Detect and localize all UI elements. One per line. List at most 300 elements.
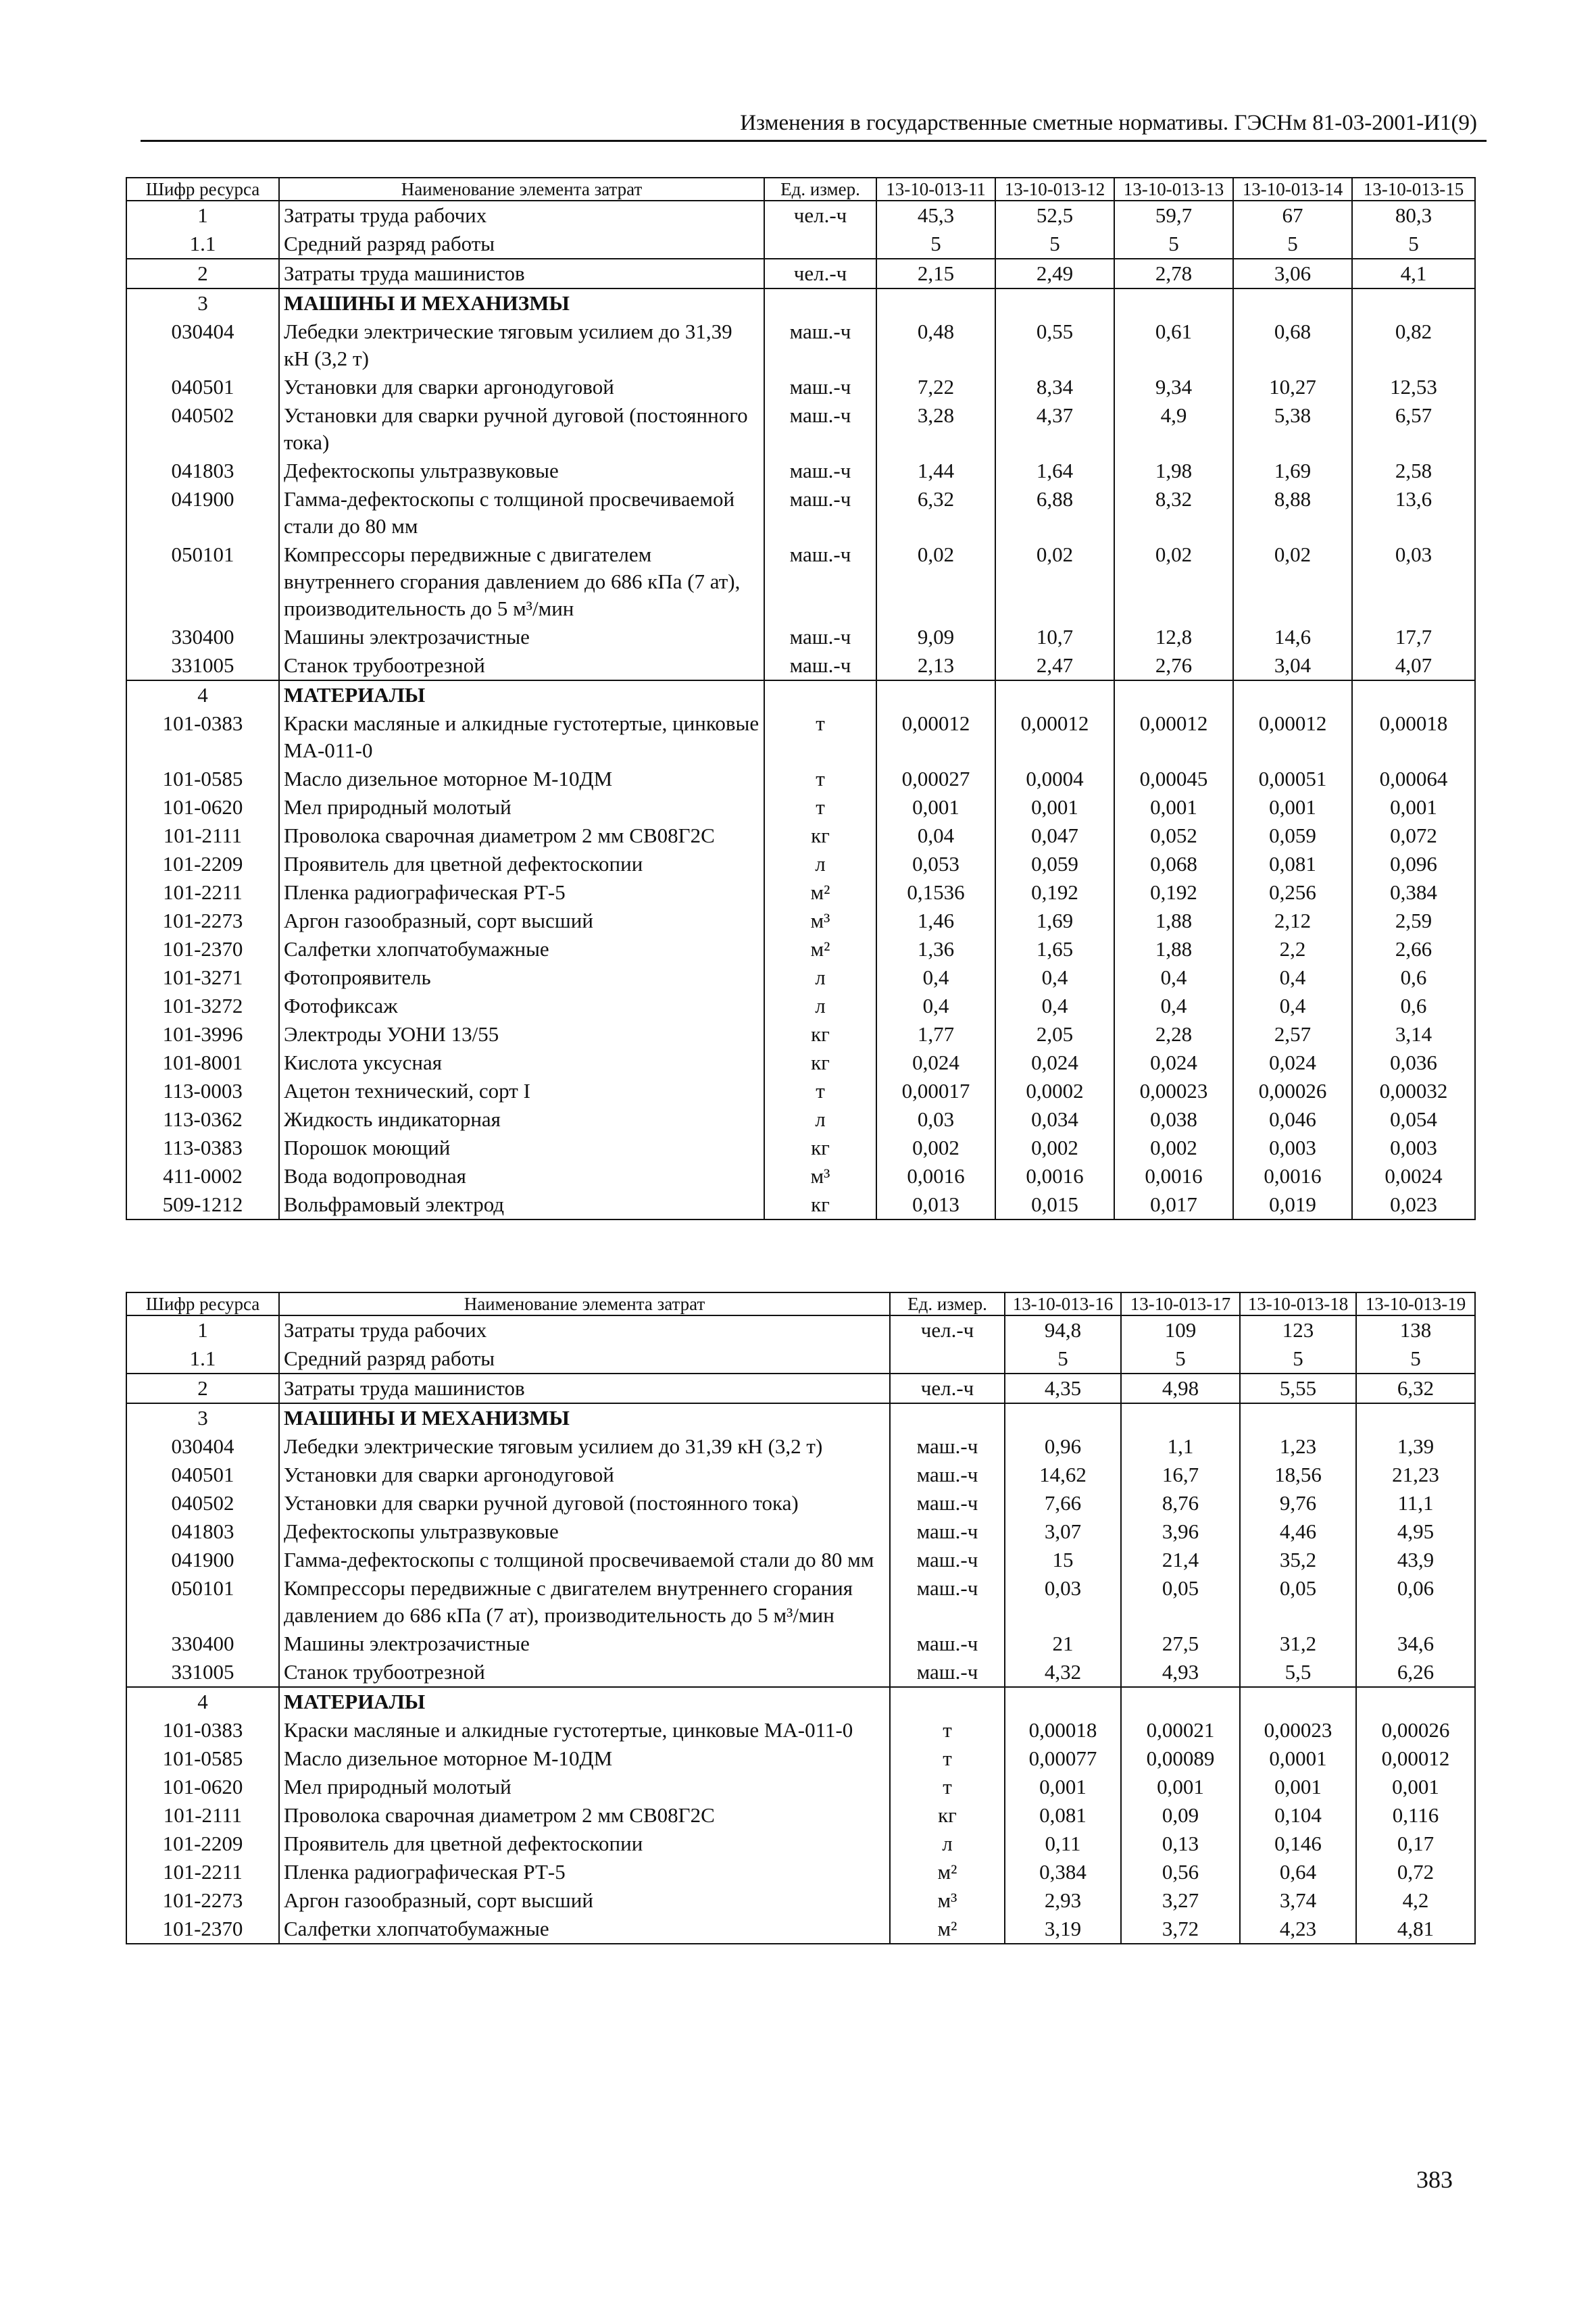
norm-value-cell: 0,081 bbox=[1233, 850, 1352, 878]
resource-code-cell: 1.1 bbox=[126, 1344, 279, 1374]
cost-element-name-cell: Проявитель для цветной дефектоскопии bbox=[279, 1830, 890, 1858]
norm-value-cell: 10,7 bbox=[995, 623, 1114, 651]
norm-value-cell: 0,002 bbox=[1114, 1134, 1233, 1162]
norm-value-cell: 0,116 bbox=[1356, 1801, 1475, 1830]
norm-value-cell: 0,00021 bbox=[1121, 1716, 1240, 1744]
norm-value-cell: 2,58 bbox=[1352, 457, 1475, 485]
unit-cell: т bbox=[764, 765, 876, 793]
norm-value-cell: 4,37 bbox=[995, 401, 1114, 457]
norm-value-cell: 0,001 bbox=[1352, 793, 1475, 822]
norm-value-cell: 94,8 bbox=[1005, 1315, 1121, 1344]
norm-value-cell: 0,82 bbox=[1352, 318, 1475, 373]
unit-cell bbox=[890, 1403, 1005, 1432]
unit-cell: кг bbox=[764, 1049, 876, 1077]
unit-cell: чел.-ч bbox=[890, 1374, 1005, 1403]
norm-value-cell: 0,002 bbox=[876, 1134, 995, 1162]
cost-element-name-cell: Гамма-дефектоскопы с толщиной просвечиваемой стали до 80 мм bbox=[279, 1546, 890, 1574]
table-row bbox=[126, 935, 1475, 963]
norm-value-cell: 0,13 bbox=[1121, 1830, 1240, 1858]
norm-value-cell bbox=[1005, 1403, 1121, 1432]
cost-element-name-cell: Ацетон технический, сорт I bbox=[279, 1077, 764, 1105]
norm-value-cell bbox=[876, 680, 995, 709]
norm-value-cell: 3,14 bbox=[1352, 1020, 1475, 1049]
col-norm-header: 13-10-013-19 bbox=[1356, 1292, 1475, 1315]
cost-element-name-cell: Дефектоскопы ультразвуковые bbox=[279, 1517, 890, 1546]
resource-code-cell: 101-0620 bbox=[126, 1773, 279, 1801]
norm-value-cell: 4,1 bbox=[1352, 259, 1475, 288]
table-body bbox=[126, 1315, 1475, 1944]
col-unit-header: Ед. измер. bbox=[764, 178, 876, 201]
norm-value-cell: 0,047 bbox=[995, 822, 1114, 850]
unit-cell: л bbox=[890, 1830, 1005, 1858]
norm-value-cell: 1,88 bbox=[1114, 907, 1233, 935]
norm-value-cell: 0,4 bbox=[876, 992, 995, 1020]
norm-value-cell: 43,9 bbox=[1356, 1546, 1475, 1574]
norm-value-cell: 0,17 bbox=[1356, 1830, 1475, 1858]
norm-value-cell: 0,192 bbox=[1114, 878, 1233, 907]
norm-value-cell: 2,12 bbox=[1233, 907, 1352, 935]
page-number: 383 bbox=[1416, 2166, 1453, 2193]
table-row bbox=[126, 1517, 1475, 1546]
unit-cell bbox=[764, 288, 876, 318]
norm-value-cell: 0,046 bbox=[1233, 1105, 1352, 1134]
cost-element-name-cell: Лебедки электрические тяговым усилием до 31,39 кН (3,2 т) bbox=[279, 1432, 890, 1461]
norm-value-cell: 0,0016 bbox=[1233, 1162, 1352, 1190]
unit-cell: м² bbox=[890, 1915, 1005, 1944]
norm-value-cell: 3,28 bbox=[876, 401, 995, 457]
table-row bbox=[126, 1344, 1475, 1374]
table-row bbox=[126, 1546, 1475, 1574]
norm-value-cell: 0,00032 bbox=[1352, 1077, 1475, 1105]
unit-cell: маш.-ч bbox=[890, 1630, 1005, 1658]
norm-value-cell: 18,56 bbox=[1240, 1461, 1356, 1489]
norm-value-cell: 1,46 bbox=[876, 907, 995, 935]
unit-cell: л bbox=[764, 1105, 876, 1134]
col-norm-header: 13-10-013-16 bbox=[1005, 1292, 1121, 1315]
resource-code-cell: 101-2211 bbox=[126, 1858, 279, 1886]
norm-value-cell: 2,59 bbox=[1352, 907, 1475, 935]
resource-code-cell: 041900 bbox=[126, 485, 279, 540]
unit-cell: маш.-ч bbox=[764, 623, 876, 651]
norm-value-cell: 2,05 bbox=[995, 1020, 1114, 1049]
cost-element-name-cell: Жидкость индикаторная bbox=[279, 1105, 764, 1134]
resource-code-cell: 2 bbox=[126, 259, 279, 288]
norm-value-cell: 1,88 bbox=[1114, 935, 1233, 963]
cost-element-name-cell: Гамма-дефектоскопы с толщиной просвечиваемой стали до 80 мм bbox=[279, 485, 764, 540]
norm-value-cell: 9,09 bbox=[876, 623, 995, 651]
cost-element-name-cell: Порошок моющий bbox=[279, 1134, 764, 1162]
resource-code-cell: 050101 bbox=[126, 540, 279, 623]
norm-value-cell: 0,00017 bbox=[876, 1077, 995, 1105]
norm-value-cell: 0,03 bbox=[1005, 1574, 1121, 1630]
table-row bbox=[126, 709, 1475, 765]
unit-cell: м² bbox=[764, 935, 876, 963]
norm-value-cell: 0,059 bbox=[1233, 822, 1352, 850]
norm-value-cell: 0,4 bbox=[1233, 963, 1352, 992]
resource-code-cell: 101-2273 bbox=[126, 1886, 279, 1915]
norm-value-cell: 0,0001 bbox=[1240, 1744, 1356, 1773]
table-row bbox=[126, 1432, 1475, 1461]
norm-value-cell: 5 bbox=[876, 230, 995, 259]
norm-value-cell: 0,054 bbox=[1352, 1105, 1475, 1134]
table-row bbox=[126, 1077, 1475, 1105]
table-row bbox=[126, 1020, 1475, 1049]
norm-value-cell: 11,1 bbox=[1356, 1489, 1475, 1517]
norm-value-cell: 0,68 bbox=[1233, 318, 1352, 373]
norm-value-cell: 5 bbox=[995, 230, 1114, 259]
norm-value-cell: 4,2 bbox=[1356, 1886, 1475, 1915]
table-row bbox=[126, 1630, 1475, 1658]
resource-code-cell: 101-8001 bbox=[126, 1049, 279, 1077]
cost-element-name-cell: Лебедки электрические тяговым усилием до 31,39 кН (3,2 т) bbox=[279, 318, 764, 373]
norm-value-cell: 0,02 bbox=[876, 540, 995, 623]
norm-value-cell: 123 bbox=[1240, 1315, 1356, 1344]
norm-value-cell bbox=[1114, 288, 1233, 318]
unit-cell: кг bbox=[764, 822, 876, 850]
norm-value-cell: 0,024 bbox=[995, 1049, 1114, 1077]
norm-value-cell: 3,72 bbox=[1121, 1915, 1240, 1944]
cost-element-name-cell: МАТЕРИАЛЫ bbox=[279, 680, 764, 709]
resource-code-cell: 101-2111 bbox=[126, 822, 279, 850]
table-row bbox=[126, 401, 1475, 457]
norm-value-cell: 0,00012 bbox=[876, 709, 995, 765]
cost-element-name-cell: Затраты труда машинистов bbox=[279, 259, 764, 288]
norm-value-cell: 0,384 bbox=[1352, 878, 1475, 907]
norm-value-cell: 0,64 bbox=[1240, 1858, 1356, 1886]
norm-value-cell: 0,038 bbox=[1114, 1105, 1233, 1134]
norm-value-cell: 0,015 bbox=[995, 1190, 1114, 1219]
table-row bbox=[126, 623, 1475, 651]
resource-code-cell: 4 bbox=[126, 680, 279, 709]
norm-value-cell: 2,93 bbox=[1005, 1886, 1121, 1915]
resource-code-cell: 113-0362 bbox=[126, 1105, 279, 1134]
norm-value-cell: 1,39 bbox=[1356, 1432, 1475, 1461]
cost-element-name-cell: Установки для сварки аргонодуговой bbox=[279, 1461, 890, 1489]
norm-value-cell: 0,003 bbox=[1352, 1134, 1475, 1162]
norm-value-cell bbox=[1352, 288, 1475, 318]
resource-code-cell: 331005 bbox=[126, 651, 279, 680]
resource-code-cell: 330400 bbox=[126, 1630, 279, 1658]
cost-element-name-cell: Компрессоры передвижные с двигателем внутреннего сгорания давлением до 686 кПа (7 ат), производительность до 5 м³/мин bbox=[279, 540, 764, 623]
norm-value-cell: 0,036 bbox=[1352, 1049, 1475, 1077]
norm-value-cell: 0,00089 bbox=[1121, 1744, 1240, 1773]
norm-value-cell: 0,04 bbox=[876, 822, 995, 850]
table-row bbox=[126, 651, 1475, 680]
table-row bbox=[126, 850, 1475, 878]
table-body bbox=[126, 201, 1475, 1219]
unit-cell: т bbox=[890, 1744, 1005, 1773]
norm-value-cell bbox=[1114, 680, 1233, 709]
table-row bbox=[126, 1461, 1475, 1489]
norm-value-cell: 0,001 bbox=[1005, 1773, 1121, 1801]
cost-element-name-cell: Пленка радиографическая РТ-5 bbox=[279, 878, 764, 907]
table-row bbox=[126, 1574, 1475, 1630]
norm-value-cell: 2,57 bbox=[1233, 1020, 1352, 1049]
norm-value-cell: 21 bbox=[1005, 1630, 1121, 1658]
table-row bbox=[126, 822, 1475, 850]
table-row bbox=[126, 1105, 1475, 1134]
resource-code-cell: 101-3996 bbox=[126, 1020, 279, 1049]
resource-code-cell: 509-1212 bbox=[126, 1190, 279, 1219]
norm-value-cell: 5 bbox=[1114, 230, 1233, 259]
norm-value-cell: 0,4 bbox=[995, 992, 1114, 1020]
norm-value-cell: 0,003 bbox=[1233, 1134, 1352, 1162]
cost-element-name-cell: Аргон газообразный, сорт высший bbox=[279, 907, 764, 935]
norm-value-cell: 0,001 bbox=[876, 793, 995, 822]
norm-value-cell: 17,7 bbox=[1352, 623, 1475, 651]
norm-value-cell: 0,384 bbox=[1005, 1858, 1121, 1886]
cost-element-name-cell: Масло дизельное моторное М-10ДМ bbox=[279, 765, 764, 793]
norm-value-cell: 12,53 bbox=[1352, 373, 1475, 401]
norm-value-cell: 9,76 bbox=[1240, 1489, 1356, 1517]
norm-value-cell: 0,146 bbox=[1240, 1830, 1356, 1858]
resource-code-cell: 030404 bbox=[126, 1432, 279, 1461]
cost-element-name-cell: Машины электрозачистные bbox=[279, 1630, 890, 1658]
norm-value-cell: 0,00026 bbox=[1356, 1716, 1475, 1744]
norm-value-cell: 4,07 bbox=[1352, 651, 1475, 680]
cost-element-name-cell: Установки для сварки аргонодуговой bbox=[279, 373, 764, 401]
norm-value-cell: 3,96 bbox=[1121, 1517, 1240, 1546]
norm-value-cell: 0,02 bbox=[1233, 540, 1352, 623]
table-row bbox=[126, 1830, 1475, 1858]
norm-value-cell: 16,7 bbox=[1121, 1461, 1240, 1489]
table-row bbox=[126, 992, 1475, 1020]
table-row bbox=[126, 1374, 1475, 1403]
norm-value-cell: 4,98 bbox=[1121, 1374, 1240, 1403]
unit-cell: т bbox=[890, 1716, 1005, 1744]
norm-value-cell: 4,46 bbox=[1240, 1517, 1356, 1546]
norm-value-cell: 3,27 bbox=[1121, 1886, 1240, 1915]
norm-value-cell: 59,7 bbox=[1114, 201, 1233, 230]
norm-value-cell: 0,001 bbox=[1114, 793, 1233, 822]
table-row bbox=[126, 1403, 1475, 1432]
norm-value-cell: 0,081 bbox=[1005, 1801, 1121, 1830]
norm-value-cell: 0,00023 bbox=[1240, 1716, 1356, 1744]
norm-value-cell: 0,059 bbox=[995, 850, 1114, 878]
norm-value-cell: 0,00012 bbox=[1233, 709, 1352, 765]
norm-value-cell: 0,11 bbox=[1005, 1830, 1121, 1858]
norm-value-cell: 0,03 bbox=[876, 1105, 995, 1134]
norm-value-cell: 9,34 bbox=[1114, 373, 1233, 401]
col-norm-header: 13-10-013-11 bbox=[876, 178, 995, 201]
norm-value-cell: 1,69 bbox=[995, 907, 1114, 935]
norm-value-cell: 34,6 bbox=[1356, 1630, 1475, 1658]
norm-value-cell: 4,35 bbox=[1005, 1374, 1121, 1403]
table-row bbox=[126, 373, 1475, 401]
norm-value-cell: 5 bbox=[1121, 1344, 1240, 1374]
resource-code-cell: 101-2211 bbox=[126, 878, 279, 907]
norm-value-cell: 2,49 bbox=[995, 259, 1114, 288]
unit-cell: кг bbox=[764, 1190, 876, 1219]
norm-value-cell: 0,00045 bbox=[1114, 765, 1233, 793]
resource-code-cell: 101-0620 bbox=[126, 793, 279, 822]
col-code-header: Шифр ресурса bbox=[126, 178, 279, 201]
resource-code-cell: 411-0002 bbox=[126, 1162, 279, 1190]
table-row bbox=[126, 1658, 1475, 1687]
norm-value-cell: 0,001 bbox=[1356, 1773, 1475, 1801]
norm-value-cell: 0,6 bbox=[1352, 963, 1475, 992]
unit-cell: кг bbox=[764, 1020, 876, 1049]
table-row bbox=[126, 1134, 1475, 1162]
norms-table-2 bbox=[126, 1292, 1476, 1944]
norm-value-cell: 0,00012 bbox=[1356, 1744, 1475, 1773]
norm-value-cell: 0,4 bbox=[1233, 992, 1352, 1020]
cost-element-name-cell: Фотопроявитель bbox=[279, 963, 764, 992]
norm-value-cell: 0,104 bbox=[1240, 1801, 1356, 1830]
table-row bbox=[126, 318, 1475, 373]
norm-value-cell: 7,66 bbox=[1005, 1489, 1121, 1517]
norm-value-cell: 1,77 bbox=[876, 1020, 995, 1049]
unit-cell: чел.-ч bbox=[890, 1315, 1005, 1344]
norm-value-cell: 0,4 bbox=[876, 963, 995, 992]
resource-code-cell: 050101 bbox=[126, 1574, 279, 1630]
norm-value-cell: 27,5 bbox=[1121, 1630, 1240, 1658]
norm-value-cell: 0,4 bbox=[1114, 963, 1233, 992]
norm-value-cell: 6,88 bbox=[995, 485, 1114, 540]
norm-value-cell: 12,8 bbox=[1114, 623, 1233, 651]
norm-value-cell: 4,23 bbox=[1240, 1915, 1356, 1944]
table-row bbox=[126, 1162, 1475, 1190]
resource-code-cell: 040501 bbox=[126, 373, 279, 401]
table-row bbox=[126, 680, 1475, 709]
col-norm-header: 13-10-013-15 bbox=[1352, 178, 1475, 201]
cost-element-name-cell: Установки для сварки ручной дуговой (постоянного тока) bbox=[279, 1489, 890, 1517]
unit-cell bbox=[764, 230, 876, 259]
cost-element-name-cell: Электроды УОНИ 13/55 bbox=[279, 1020, 764, 1049]
norm-value-cell bbox=[1005, 1687, 1121, 1716]
norm-value-cell: 0,192 bbox=[995, 878, 1114, 907]
table-row bbox=[126, 793, 1475, 822]
norm-value-cell: 3,19 bbox=[1005, 1915, 1121, 1944]
cost-element-name-cell: Вода водопроводная bbox=[279, 1162, 764, 1190]
unit-cell: чел.-ч bbox=[764, 201, 876, 230]
norm-value-cell: 6,32 bbox=[1356, 1374, 1475, 1403]
norm-value-cell: 8,32 bbox=[1114, 485, 1233, 540]
unit-cell bbox=[890, 1687, 1005, 1716]
norm-value-cell: 0,0016 bbox=[876, 1162, 995, 1190]
norm-value-cell bbox=[1233, 680, 1352, 709]
norm-value-cell: 0,0016 bbox=[995, 1162, 1114, 1190]
norm-value-cell: 1,1 bbox=[1121, 1432, 1240, 1461]
resource-code-cell: 041803 bbox=[126, 457, 279, 485]
norm-value-cell: 14,62 bbox=[1005, 1461, 1121, 1489]
col-code-header: Шифр ресурса bbox=[126, 1292, 279, 1315]
table-header-row bbox=[126, 178, 1475, 201]
resource-code-cell: 030404 bbox=[126, 318, 279, 373]
table-row bbox=[126, 765, 1475, 793]
norm-value-cell: 0,03 bbox=[1352, 540, 1475, 623]
norm-value-cell bbox=[1356, 1687, 1475, 1716]
unit-cell bbox=[764, 680, 876, 709]
table-row bbox=[126, 201, 1475, 230]
norm-value-cell: 8,88 bbox=[1233, 485, 1352, 540]
table-row bbox=[126, 1858, 1475, 1886]
norm-value-cell: 6,26 bbox=[1356, 1658, 1475, 1687]
table-row bbox=[126, 288, 1475, 318]
norm-value-cell: 0,48 bbox=[876, 318, 995, 373]
resource-code-cell: 101-0585 bbox=[126, 1744, 279, 1773]
unit-cell: т bbox=[764, 709, 876, 765]
col-norm-header: 13-10-013-12 bbox=[995, 178, 1114, 201]
cost-element-name-cell: Средний разряд работы bbox=[279, 230, 764, 259]
unit-cell: м³ bbox=[764, 907, 876, 935]
norm-value-cell: 5,38 bbox=[1233, 401, 1352, 457]
table-row bbox=[126, 1744, 1475, 1773]
resource-code-cell: 330400 bbox=[126, 623, 279, 651]
resource-code-cell: 101-0585 bbox=[126, 765, 279, 793]
resource-code-cell: 1.1 bbox=[126, 230, 279, 259]
resource-code-cell: 040501 bbox=[126, 1461, 279, 1489]
norm-value-cell: 10,27 bbox=[1233, 373, 1352, 401]
norm-value-cell bbox=[1121, 1687, 1240, 1716]
norm-value-cell: 0,00023 bbox=[1114, 1077, 1233, 1105]
col-name-header: Наименование элемента затрат bbox=[279, 178, 764, 201]
resource-code-cell: 3 bbox=[126, 288, 279, 318]
norm-value-cell: 1,36 bbox=[876, 935, 995, 963]
cost-element-name-cell: Станок трубоотрезной bbox=[279, 1658, 890, 1687]
cost-element-name-cell: МАТЕРИАЛЫ bbox=[279, 1687, 890, 1716]
table-row bbox=[126, 230, 1475, 259]
norm-value-cell: 0,05 bbox=[1121, 1574, 1240, 1630]
table-row bbox=[126, 1886, 1475, 1915]
norms-table-1 bbox=[126, 177, 1476, 1220]
norm-value-cell: 0,0024 bbox=[1352, 1162, 1475, 1190]
norm-value-cell: 0,001 bbox=[1240, 1773, 1356, 1801]
table-row bbox=[126, 1773, 1475, 1801]
norm-value-cell: 45,3 bbox=[876, 201, 995, 230]
norm-value-cell: 5 bbox=[1005, 1344, 1121, 1374]
cost-element-name-cell: Вольфрамовый электрод bbox=[279, 1190, 764, 1219]
table-row bbox=[126, 963, 1475, 992]
norm-value-cell: 3,07 bbox=[1005, 1517, 1121, 1546]
norm-value-cell: 0,068 bbox=[1114, 850, 1233, 878]
norm-value-cell: 0,034 bbox=[995, 1105, 1114, 1134]
norm-value-cell: 5 bbox=[1240, 1344, 1356, 1374]
norm-value-cell: 2,47 bbox=[995, 651, 1114, 680]
norm-value-cell: 0,023 bbox=[1352, 1190, 1475, 1219]
norm-value-cell: 3,06 bbox=[1233, 259, 1352, 288]
norm-value-cell: 8,76 bbox=[1121, 1489, 1240, 1517]
cost-element-name-cell: Кислота уксусная bbox=[279, 1049, 764, 1077]
resource-code-cell: 4 bbox=[126, 1687, 279, 1716]
resource-code-cell: 040502 bbox=[126, 401, 279, 457]
norm-value-cell: 0,256 bbox=[1233, 878, 1352, 907]
norm-value-cell: 2,28 bbox=[1114, 1020, 1233, 1049]
resource-code-cell: 101-3271 bbox=[126, 963, 279, 992]
cost-element-name-cell: Компрессоры передвижные с двигателем внутреннего сгорания давлением до 686 кПа (7 ат), производительность до 5 м³/мин bbox=[279, 1574, 890, 1630]
resource-code-cell: 113-0003 bbox=[126, 1077, 279, 1105]
resource-code-cell: 101-2209 bbox=[126, 1830, 279, 1858]
norm-value-cell: 3,74 bbox=[1240, 1886, 1356, 1915]
norm-value-cell: 0,024 bbox=[876, 1049, 995, 1077]
norm-value-cell: 8,34 bbox=[995, 373, 1114, 401]
table-row bbox=[126, 1190, 1475, 1219]
unit-cell: маш.-ч bbox=[890, 1574, 1005, 1630]
norm-value-cell: 0,1536 bbox=[876, 878, 995, 907]
norm-value-cell: 0,00018 bbox=[1005, 1716, 1121, 1744]
norm-value-cell: 3,04 bbox=[1233, 651, 1352, 680]
norm-value-cell bbox=[1352, 680, 1475, 709]
norm-value-cell: 2,2 bbox=[1233, 935, 1352, 963]
cost-element-name-cell: Проволока сварочная диаметром 2 мм СВ08Г2С bbox=[279, 1801, 890, 1830]
table-row bbox=[126, 457, 1475, 485]
unit-cell: м³ bbox=[890, 1886, 1005, 1915]
unit-cell: кг bbox=[764, 1134, 876, 1162]
unit-cell: кг bbox=[890, 1801, 1005, 1830]
cost-element-name-cell: Салфетки хлопчатобумажные bbox=[279, 935, 764, 963]
norm-value-cell: 52,5 bbox=[995, 201, 1114, 230]
norm-value-cell: 0,00077 bbox=[1005, 1744, 1121, 1773]
